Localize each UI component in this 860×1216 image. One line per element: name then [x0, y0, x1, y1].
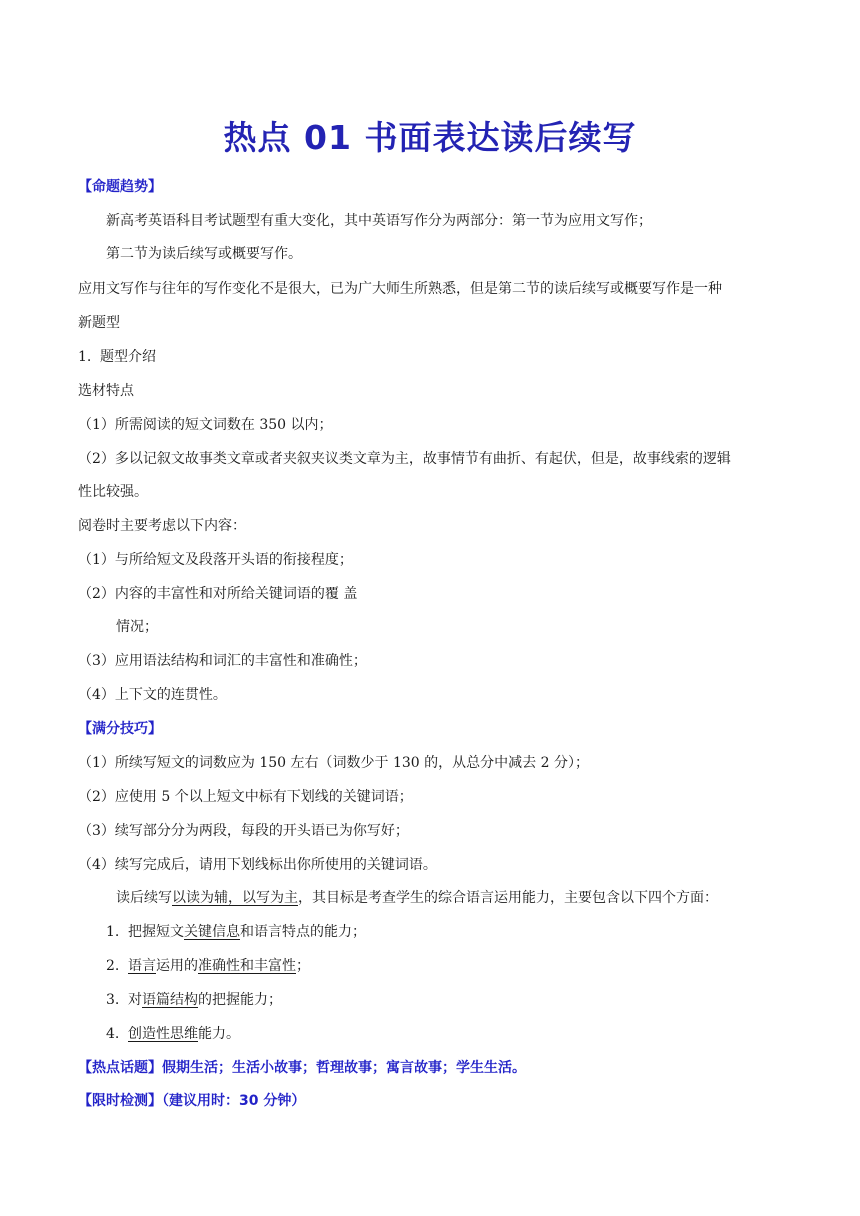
ability-item-4	[106, 1024, 240, 1044]
ability-text: 的把握能力；	[198, 992, 282, 1008]
tips-item-1: （1）所续写短文的词数应为 150 左右（词数少于 130 的，从总分中减去 2 分）；	[78, 755, 589, 771]
ability-text: ；	[296, 958, 310, 974]
material-item-2a: （2）多以记叙文故事类文章或者夹叙夹议类文章为主，故事情节有曲折、有起伏，但是，故事线索的逻辑	[78, 451, 731, 467]
trend-paragraph-2: 第二节为读后续写或概要写作。	[106, 246, 302, 262]
tips-item-2: （2）应使用 5 个以上短文中标有下划线的关键词语；	[78, 789, 413, 805]
time-limit: 【限时检测】（建议用时：30 分钟）	[78, 1093, 306, 1109]
grading-item-2a: （2）内容的丰富性和对所给关键词语的覆 盖	[78, 586, 358, 602]
page-title: 热点 01 书面表达读后续写	[223, 118, 637, 157]
material-item-1: （1）所需阅读的短文词数在 350 以内；	[78, 417, 333, 433]
tips-heading: 【满分技巧】	[78, 721, 162, 737]
hot-topics: 【热点话题】假期生活；生活小故事；哲理故事；寓言故事；学生生活。	[78, 1060, 526, 1076]
ability-underlined: 关键信息	[184, 924, 240, 940]
goal-paragraph	[116, 888, 718, 908]
material-item-2b: 性比较强。	[78, 484, 148, 500]
grading-item-2b: 情况；	[116, 619, 158, 635]
ability-text: 运用的	[156, 958, 198, 974]
ability-number: 4.	[106, 1026, 120, 1042]
trend-heading: 【命题趋势】	[78, 179, 162, 195]
ability-text: 把握短文	[128, 924, 184, 940]
tips-item-3: （3）续写部分分为两段，每段的开头语已为你写好；	[78, 823, 409, 839]
ability-underlined: 创造性思维	[128, 1026, 198, 1042]
grading-label: 阅卷时主要考虑以下内容：	[78, 518, 246, 534]
intro-heading	[78, 347, 156, 367]
grading-item-4: （4）上下文的连贯性。	[78, 687, 227, 703]
ability-underlined: 准确性和丰富性	[198, 958, 296, 974]
goal-underlined: 以读为辅，以写为主	[172, 890, 298, 906]
ability-underlined: 语篇结构	[142, 992, 198, 1008]
trend-paragraph-3a: 应用文写作与往年的写作变化不是很大，已为广大师生所熟悉，但是第二节的读后续写或概要写作是一种	[78, 281, 722, 297]
grading-item-1: （1）与所给短文及段落开头语的衔接程度；	[78, 552, 353, 568]
ability-number: 1.	[106, 924, 120, 940]
trend-paragraph-3b: 新题型	[78, 315, 120, 331]
ability-item-3	[106, 990, 282, 1010]
goal-post: ，其目标是考查学生的综合语言运用能力，主要包含以下四个方面：	[298, 890, 718, 906]
ability-number: 3.	[106, 992, 120, 1008]
ability-text: 和语言特点的能力；	[240, 924, 366, 940]
ability-item-1	[106, 922, 366, 942]
ability-number: 2.	[106, 958, 120, 974]
trend-paragraph-1: 新高考英语科目考试题型有重大变化，其中英语写作分为两部分：第一节为应用文写作；	[106, 213, 652, 229]
intro-label: 题型介绍	[100, 349, 156, 365]
ability-text: 对	[128, 992, 142, 1008]
tips-item-4: （4）续写完成后，请用下划线标出你所使用的关键词语。	[78, 857, 437, 873]
ability-text: 能力。	[198, 1026, 240, 1042]
goal-pre: 读后续写	[116, 890, 172, 906]
ability-item-2	[106, 956, 310, 976]
intro-number: 1.	[78, 349, 92, 365]
grading-item-3: （3）应用语法结构和词汇的丰富性和准确性；	[78, 653, 367, 669]
ability-underlined: 语言	[128, 958, 156, 974]
material-label: 选材特点	[78, 383, 134, 399]
